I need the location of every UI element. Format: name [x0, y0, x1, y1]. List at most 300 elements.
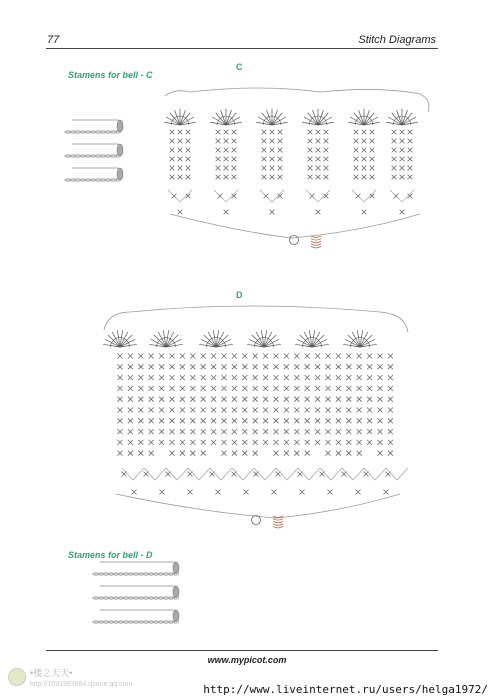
single-crochet-mark: [262, 175, 267, 180]
single-crochet-mark: [362, 157, 367, 162]
single-crochet-mark: [370, 139, 375, 144]
single-crochet-mark: [128, 440, 133, 445]
single-crochet-mark: [274, 375, 279, 380]
single-crochet-mark: [270, 166, 275, 171]
single-crochet-mark: [315, 364, 320, 369]
single-crochet-mark: [294, 397, 299, 402]
single-crochet-mark: [132, 490, 137, 495]
single-crochet-mark: [242, 451, 247, 456]
single-crochet-mark: [216, 148, 221, 153]
single-crochet-mark: [149, 354, 154, 359]
single-crochet-mark: [400, 157, 405, 162]
single-crochet-mark: [188, 490, 193, 495]
single-crochet-mark: [362, 166, 367, 171]
single-crochet-mark: [354, 166, 359, 171]
single-crochet-mark: [180, 364, 185, 369]
single-crochet-mark: [211, 397, 216, 402]
single-crochet-mark: [149, 397, 154, 402]
single-crochet-mark: [388, 386, 393, 391]
single-crochet-mark: [159, 354, 164, 359]
single-crochet-mark: [138, 440, 143, 445]
single-crochet-mark: [392, 148, 397, 153]
single-crochet-mark: [356, 490, 361, 495]
single-crochet-mark: [357, 354, 362, 359]
single-crochet-mark: [262, 148, 267, 153]
single-crochet-mark: [278, 130, 283, 135]
single-crochet-mark: [357, 386, 362, 391]
single-crochet-mark: [270, 157, 275, 162]
single-crochet-mark: [326, 451, 331, 456]
single-crochet-mark: [336, 429, 341, 434]
coil-end-mark: [173, 586, 179, 598]
shell-fan-mark: [386, 109, 418, 125]
single-crochet-mark: [149, 375, 154, 380]
single-crochet-mark: [232, 418, 237, 423]
diagram-d-chain-loop: [232, 468, 254, 480]
single-crochet-mark: [284, 429, 289, 434]
diagram-d-chain-loop: [210, 468, 232, 480]
single-crochet-mark: [190, 408, 195, 413]
single-crochet-mark: [159, 429, 164, 434]
single-crochet-mark: [357, 397, 362, 402]
single-crochet-mark: [149, 451, 154, 456]
diagram-d-chain-loop: [122, 468, 144, 480]
shell-fan-mark: [302, 109, 334, 125]
stamens-d-title: Stamens for bell - D: [68, 550, 153, 560]
single-crochet-mark: [294, 386, 299, 391]
single-crochet-mark: [170, 166, 175, 171]
single-crochet-mark: [211, 364, 216, 369]
single-crochet-mark: [263, 397, 268, 402]
single-crochet-mark: [222, 397, 227, 402]
single-crochet-mark: [326, 397, 331, 402]
single-crochet-mark: [378, 418, 383, 423]
single-crochet-mark: [253, 354, 258, 359]
single-crochet-mark: [180, 451, 185, 456]
single-crochet-mark: [326, 408, 331, 413]
single-crochet-mark: [305, 408, 310, 413]
blog-url: http://www.liveinternet.ru/users/helga1972/: [203, 683, 488, 696]
single-crochet-mark: [305, 386, 310, 391]
single-crochet-mark: [211, 408, 216, 413]
single-crochet-mark: [278, 148, 283, 153]
single-crochet-mark: [222, 440, 227, 445]
single-crochet-mark: [170, 386, 175, 391]
single-crochet-mark: [315, 397, 320, 402]
single-crochet-mark: [316, 148, 321, 153]
single-crochet-mark: [232, 451, 237, 456]
single-crochet-mark: [118, 386, 123, 391]
single-crochet-mark: [159, 397, 164, 402]
single-crochet-mark: [270, 148, 275, 153]
shell-fan-mark: [103, 330, 137, 347]
single-crochet-mark: [222, 375, 227, 380]
shell-fan-mark: [343, 330, 377, 347]
single-crochet-mark: [305, 451, 310, 456]
single-crochet-mark: [263, 440, 268, 445]
single-crochet-mark: [262, 139, 267, 144]
single-crochet-mark: [242, 375, 247, 380]
single-crochet-mark: [305, 429, 310, 434]
single-crochet-mark: [224, 148, 229, 153]
single-crochet-mark: [224, 130, 229, 135]
single-crochet-mark: [170, 408, 175, 413]
single-crochet-mark: [326, 418, 331, 423]
shell-fan-mark: [199, 330, 233, 347]
single-crochet-mark: [324, 130, 329, 135]
single-crochet-mark: [186, 157, 191, 162]
single-crochet-mark: [149, 429, 154, 434]
single-crochet-mark: [170, 418, 175, 423]
single-crochet-mark: [253, 408, 258, 413]
single-crochet-mark: [201, 440, 206, 445]
single-crochet-mark: [294, 418, 299, 423]
single-crochet-mark: [346, 451, 351, 456]
single-crochet-mark: [263, 386, 268, 391]
single-crochet-mark: [357, 440, 362, 445]
single-crochet-mark: [170, 139, 175, 144]
single-crochet-mark: [253, 440, 258, 445]
single-crochet-mark: [178, 175, 183, 180]
single-crochet-mark: [180, 429, 185, 434]
single-crochet-mark: [149, 364, 154, 369]
single-crochet-mark: [408, 175, 413, 180]
single-crochet-mark: [262, 130, 267, 135]
single-crochet-mark: [370, 166, 375, 171]
single-crochet-mark: [180, 354, 185, 359]
single-crochet-mark: [190, 364, 195, 369]
diagram-c-outline: [165, 88, 429, 112]
single-crochet-mark: [400, 139, 405, 144]
single-crochet-mark: [378, 354, 383, 359]
single-crochet-mark: [294, 375, 299, 380]
single-crochet-mark: [201, 386, 206, 391]
coil-end-mark: [173, 562, 179, 574]
single-crochet-mark: [180, 397, 185, 402]
single-crochet-mark: [170, 175, 175, 180]
single-crochet-mark: [367, 386, 372, 391]
single-crochet-mark: [180, 375, 185, 380]
single-crochet-mark: [222, 418, 227, 423]
single-crochet-mark: [354, 148, 359, 153]
single-crochet-mark: [118, 354, 123, 359]
single-crochet-mark: [388, 397, 393, 402]
single-crochet-mark: [408, 130, 413, 135]
single-crochet-mark: [178, 139, 183, 144]
single-crochet-mark: [400, 210, 405, 215]
single-crochet-mark: [232, 364, 237, 369]
single-crochet-mark: [138, 418, 143, 423]
single-crochet-mark: [232, 386, 237, 391]
single-crochet-mark: [270, 139, 275, 144]
single-crochet-mark: [274, 397, 279, 402]
single-crochet-mark: [232, 148, 237, 153]
single-crochet-mark: [336, 451, 341, 456]
single-crochet-mark: [346, 440, 351, 445]
single-crochet-mark: [408, 139, 413, 144]
single-crochet-mark: [278, 175, 283, 180]
single-crochet-mark: [170, 130, 175, 135]
single-crochet-mark: [357, 418, 362, 423]
diagram-d-chain-loop: [364, 468, 386, 480]
single-crochet-mark: [186, 130, 191, 135]
single-crochet-mark: [362, 175, 367, 180]
single-crochet-mark: [232, 397, 237, 402]
single-crochet-mark: [216, 490, 221, 495]
single-crochet-mark: [118, 375, 123, 380]
single-crochet-mark: [324, 148, 329, 153]
single-crochet-mark: [224, 139, 229, 144]
single-crochet-mark: [354, 139, 359, 144]
single-crochet-mark: [357, 408, 362, 413]
single-crochet-mark: [354, 157, 359, 162]
single-crochet-mark: [232, 139, 237, 144]
single-crochet-mark: [128, 375, 133, 380]
single-crochet-mark: [284, 364, 289, 369]
single-crochet-mark: [211, 354, 216, 359]
single-crochet-mark: [242, 364, 247, 369]
single-crochet-mark: [336, 386, 341, 391]
single-crochet-mark: [305, 375, 310, 380]
single-crochet-mark: [201, 451, 206, 456]
single-crochet-mark: [232, 429, 237, 434]
single-crochet-mark: [388, 408, 393, 413]
single-crochet-mark: [244, 490, 249, 495]
single-crochet-mark: [408, 166, 413, 171]
single-crochet-mark: [378, 451, 383, 456]
single-crochet-mark: [326, 386, 331, 391]
single-crochet-mark: [278, 139, 283, 144]
shell-fan-mark: [295, 330, 329, 347]
single-crochet-mark: [170, 440, 175, 445]
single-crochet-mark: [378, 440, 383, 445]
single-crochet-mark: [370, 175, 375, 180]
stamens-c-title: Stamens for bell - C: [68, 70, 153, 80]
single-crochet-mark: [186, 148, 191, 153]
single-crochet-mark: [263, 354, 268, 359]
watermark: [8, 666, 168, 696]
single-crochet-mark: [388, 418, 393, 423]
single-crochet-mark: [274, 429, 279, 434]
single-crochet-mark: [242, 429, 247, 434]
single-crochet-mark: [388, 451, 393, 456]
single-crochet-mark: [336, 418, 341, 423]
single-crochet-mark: [400, 175, 405, 180]
single-crochet-mark: [346, 354, 351, 359]
single-crochet-mark: [400, 130, 405, 135]
single-crochet-mark: [232, 440, 237, 445]
single-crochet-mark: [362, 139, 367, 144]
single-crochet-mark: [138, 386, 143, 391]
watermark-logo-icon: [8, 668, 26, 686]
chain-coil: [64, 144, 121, 156]
single-crochet-mark: [305, 418, 310, 423]
single-crochet-mark: [201, 354, 206, 359]
single-crochet-mark: [357, 451, 362, 456]
single-crochet-mark: [308, 157, 313, 162]
single-crochet-mark: [367, 418, 372, 423]
single-crochet-mark: [367, 397, 372, 402]
diagram-d-chain-loop: [298, 468, 320, 480]
diagram-c-base: [170, 214, 420, 238]
shell-fan-mark: [149, 330, 183, 347]
single-crochet-mark: [274, 364, 279, 369]
single-crochet-mark: [326, 440, 331, 445]
single-crochet-mark: [262, 166, 267, 171]
single-crochet-mark: [270, 130, 275, 135]
diagram-d-chain-loop: [276, 468, 298, 480]
single-crochet-mark: [294, 408, 299, 413]
single-crochet-mark: [253, 451, 258, 456]
single-crochet-mark: [128, 408, 133, 413]
single-crochet-mark: [222, 386, 227, 391]
diagram-d-label: D: [236, 290, 243, 300]
diagram-d-chain-loop: [254, 468, 276, 480]
single-crochet-mark: [324, 139, 329, 144]
single-crochet-mark: [128, 386, 133, 391]
single-crochet-mark: [222, 451, 227, 456]
diagram-d-outline: [104, 306, 408, 332]
single-crochet-mark: [232, 130, 237, 135]
single-crochet-mark: [294, 440, 299, 445]
single-crochet-mark: [336, 364, 341, 369]
single-crochet-mark: [388, 375, 393, 380]
single-crochet-mark: [178, 148, 183, 153]
single-crochet-mark: [232, 375, 237, 380]
single-crochet-mark: [274, 354, 279, 359]
single-crochet-mark: [392, 139, 397, 144]
single-crochet-mark: [118, 364, 123, 369]
single-crochet-mark: [278, 166, 283, 171]
single-crochet-mark: [357, 375, 362, 380]
single-crochet-mark: [388, 440, 393, 445]
single-crochet-mark: [178, 166, 183, 171]
single-crochet-mark: [242, 354, 247, 359]
single-crochet-mark: [300, 490, 305, 495]
single-crochet-mark: [346, 375, 351, 380]
single-crochet-mark: [149, 386, 154, 391]
single-crochet-mark: [284, 375, 289, 380]
single-crochet-mark: [242, 408, 247, 413]
single-crochet-mark: [190, 386, 195, 391]
single-crochet-mark: [138, 408, 143, 413]
single-crochet-mark: [346, 418, 351, 423]
single-crochet-mark: [308, 166, 313, 171]
single-crochet-mark: [367, 354, 372, 359]
single-crochet-mark: [326, 375, 331, 380]
single-crochet-mark: [362, 148, 367, 153]
single-crochet-mark: [118, 418, 123, 423]
single-crochet-mark: [159, 408, 164, 413]
single-crochet-mark: [263, 408, 268, 413]
single-crochet-mark: [324, 157, 329, 162]
single-crochet-mark: [118, 440, 123, 445]
single-crochet-mark: [408, 148, 413, 153]
single-crochet-mark: [367, 429, 372, 434]
single-crochet-mark: [392, 166, 397, 171]
single-crochet-mark: [316, 175, 321, 180]
single-crochet-mark: [336, 408, 341, 413]
single-crochet-mark: [253, 429, 258, 434]
single-crochet-mark: [367, 375, 372, 380]
single-crochet-mark: [180, 386, 185, 391]
single-crochet-mark: [138, 397, 143, 402]
diagram-d-base: [116, 494, 400, 518]
single-crochet-mark: [316, 157, 321, 162]
single-crochet-mark: [186, 166, 191, 171]
single-crochet-mark: [232, 408, 237, 413]
single-crochet-mark: [118, 451, 123, 456]
single-crochet-mark: [324, 175, 329, 180]
single-crochet-mark: [262, 157, 267, 162]
single-crochet-mark: [294, 429, 299, 434]
single-crochet-mark: [118, 429, 123, 434]
single-crochet-mark: [294, 364, 299, 369]
single-crochet-mark: [242, 386, 247, 391]
single-crochet-mark: [263, 375, 268, 380]
chain-coil: [64, 168, 121, 180]
single-crochet-mark: [201, 364, 206, 369]
single-crochet-mark: [216, 175, 221, 180]
single-crochet-mark: [180, 440, 185, 445]
chain-coil: [92, 610, 177, 622]
single-crochet-mark: [253, 386, 258, 391]
shell-fan-mark: [247, 330, 281, 347]
chain-coil: [92, 562, 177, 574]
single-crochet-mark: [186, 139, 191, 144]
single-crochet-mark: [170, 364, 175, 369]
single-crochet-mark: [263, 418, 268, 423]
single-crochet-mark: [224, 175, 229, 180]
single-crochet-mark: [392, 157, 397, 162]
single-crochet-mark: [170, 148, 175, 153]
single-crochet-mark: [346, 429, 351, 434]
diagram-d-chain-loop: [188, 468, 210, 480]
page-number: 77: [47, 34, 60, 46]
single-crochet-mark: [274, 440, 279, 445]
single-crochet-mark: [305, 440, 310, 445]
single-crochet-mark: [284, 397, 289, 402]
single-crochet-mark: [272, 490, 277, 495]
single-crochet-mark: [400, 166, 405, 171]
single-crochet-mark: [305, 364, 310, 369]
watermark-id: http://1091983984.qzone.qq.com: [30, 681, 133, 688]
single-crochet-mark: [336, 354, 341, 359]
single-crochet-mark: [284, 386, 289, 391]
single-crochet-mark: [378, 429, 383, 434]
single-crochet-mark: [357, 364, 362, 369]
single-crochet-mark: [222, 429, 227, 434]
single-crochet-mark: [118, 397, 123, 402]
single-crochet-mark: [328, 490, 333, 495]
single-crochet-mark: [308, 148, 313, 153]
single-crochet-mark: [159, 375, 164, 380]
shell-fan-mark: [164, 109, 196, 125]
single-crochet-mark: [128, 354, 133, 359]
diagram-d-chain-loop: [320, 468, 342, 480]
single-crochet-mark: [170, 354, 175, 359]
single-crochet-mark: [178, 130, 183, 135]
single-crochet-mark: [170, 429, 175, 434]
shell-fan-mark: [210, 109, 242, 125]
single-crochet-mark: [253, 375, 258, 380]
single-crochet-mark: [316, 210, 321, 215]
diagram-d-chain-loop: [144, 468, 166, 480]
single-crochet-mark: [242, 440, 247, 445]
single-crochet-mark: [284, 418, 289, 423]
single-crochet-mark: [367, 408, 372, 413]
diagram-d-chain-loop: [386, 468, 408, 480]
